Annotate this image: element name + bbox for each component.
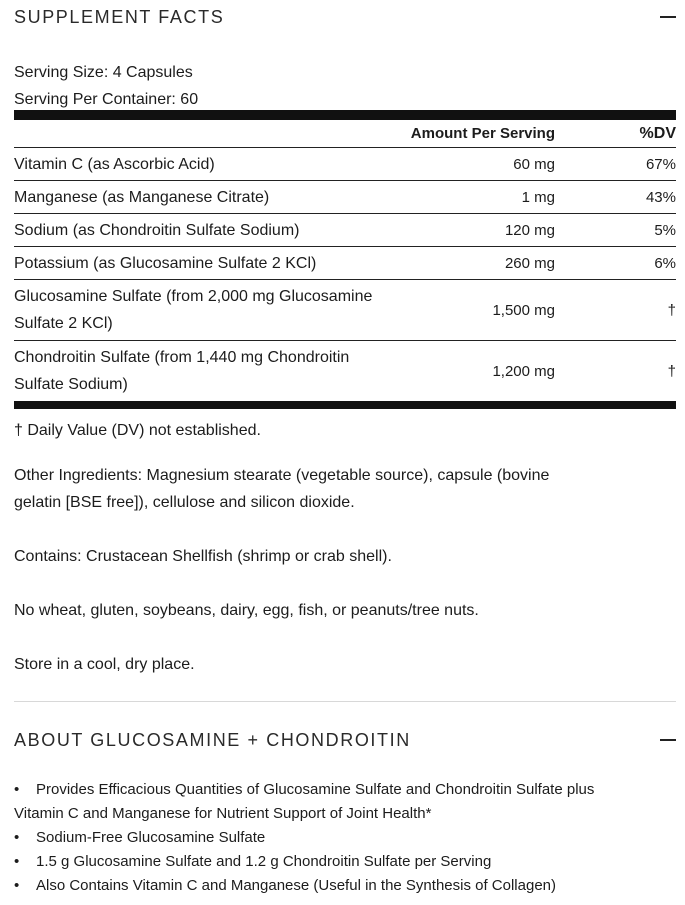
nutrient-dv: 43% [645, 188, 676, 206]
header-dv: %DV [639, 124, 676, 142]
nutrient-amount: 1,500 mg [492, 301, 555, 319]
dv-footnote: † Daily Value (DV) not established. [14, 422, 261, 439]
table-row [14, 247, 676, 280]
nutrient-amount: 1,200 mg [492, 362, 555, 380]
serving-size: Serving Size: 4 Capsules [14, 64, 193, 81]
storage-statement: Store in a cool, dry place. [14, 656, 195, 673]
supplement-facts-table [14, 110, 676, 409]
minus-icon[interactable] [660, 9, 676, 25]
table-bottom-rule [14, 401, 676, 409]
about-title: ABOUT GLUCOSAMINE + CHONDROITIN [14, 729, 411, 750]
serving-info [14, 59, 198, 113]
nutrient-dv: 67% [645, 155, 676, 173]
contains-statement: Contains: Crustacean Shellfish (shrimp or crab shell). [14, 548, 392, 565]
nutrient-name: Manganese (as Manganese Citrate) [14, 188, 270, 206]
table-row [14, 181, 676, 214]
nutrient-name-line1: Chondroitin Sulfate (from 1,440 mg Chondroitin [14, 349, 350, 366]
supplement-notes [14, 417, 676, 705]
nutrient-name: Potassium (as Glucosamine Sulfate 2 KCl) [14, 254, 317, 272]
list-item: • 1.5 g Glucosamine Sulfate and 1.2 g Chondroitin Sulfate per Serving [14, 850, 676, 874]
nutrient-name-line2: Sulfate Sodium) [14, 376, 128, 393]
nutrient-dv: † [667, 301, 676, 319]
list-item: • Provides Efficacious Quantities of Glucosamine Sulfate and Chondroitin Sulfate plus [14, 778, 676, 802]
table-top-rule [14, 110, 676, 120]
nutrient-name [14, 283, 375, 337]
nutrient-name: Sodium (as Chondroitin Sulfate Sodium) [14, 221, 300, 239]
other-ingredients: Other Ingredients: Magnesium stearate (vegetable source), capsule (bovine gelatin [BSE free]), cellulose and silicon dioxide. [14, 467, 550, 511]
nutrient-amount: 260 mg [504, 254, 555, 272]
table-row [14, 341, 676, 401]
nutrient-name-line2: Sulfate 2 KCl) [14, 315, 113, 332]
nutrient-amount: 120 mg [504, 221, 555, 239]
header-amount: Amount Per Serving [410, 125, 555, 142]
table-row [14, 280, 676, 341]
serving-per-container: Serving Per Container: 60 [14, 91, 199, 108]
minus-icon[interactable] [660, 732, 676, 748]
table-header-row [14, 120, 676, 148]
table-row [14, 148, 676, 181]
nutrient-name: Vitamin C (as Ascorbic Acid) [14, 155, 215, 173]
nutrient-dv: † [667, 362, 676, 380]
allergen-statement: No wheat, gluten, soybeans, dairy, egg, fish, or peanuts/tree nuts. [14, 602, 479, 619]
nutrient-amount: 1 mg [521, 188, 555, 206]
list-item: • Sodium-Free Glucosamine Sulfate [14, 826, 676, 850]
list-item-continuation: Vitamin C and Manganese for Nutrient Support of Joint Health* [14, 805, 432, 822]
about-header[interactable] [14, 727, 676, 753]
nutrient-dv: 5% [654, 221, 676, 239]
nutrient-name [14, 344, 375, 398]
nutrient-amount: 60 mg [513, 155, 555, 173]
supplement-facts-title: SUPPLEMENT FACTS [14, 6, 225, 27]
list-item: • Also Contains Vitamin C and Manganese (Useful in the Synthesis of Collagen) [14, 874, 676, 898]
section-divider [14, 701, 676, 702]
about-bullet-list [14, 778, 676, 898]
nutrient-name-line1: Glucosamine Sulfate (from 2,000 mg Glucosamine [14, 288, 373, 305]
nutrient-dv: 6% [654, 254, 676, 272]
table-row [14, 214, 676, 247]
supplement-facts-header[interactable] [14, 5, 676, 29]
